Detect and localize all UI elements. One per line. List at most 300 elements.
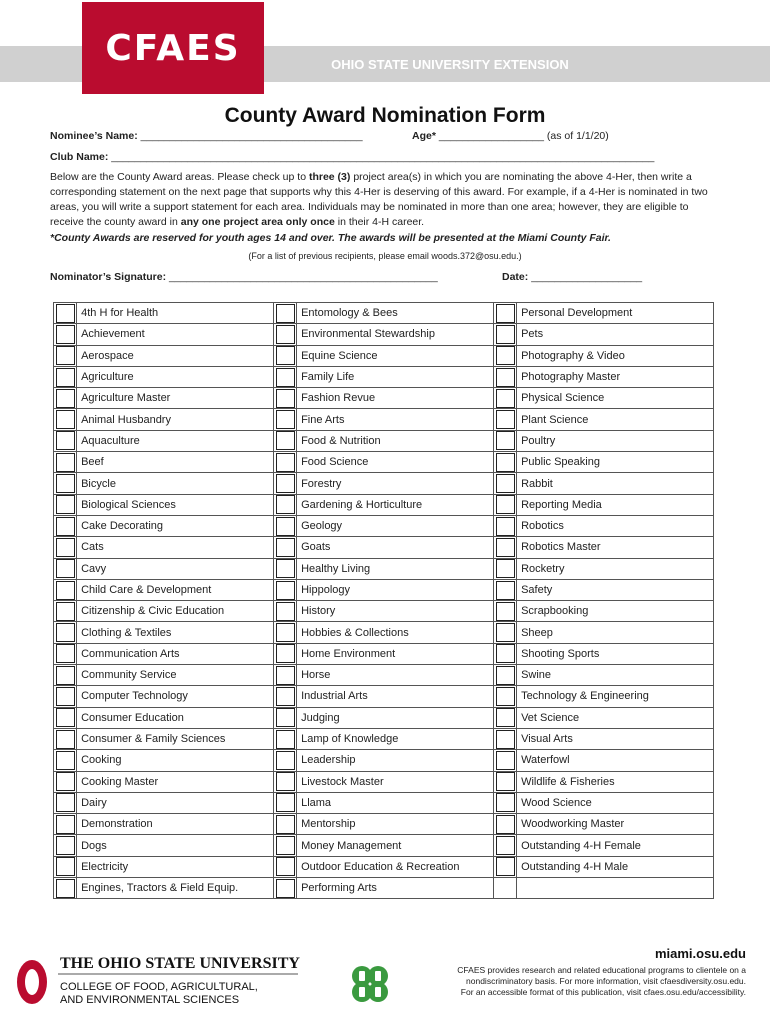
checkbox-cell bbox=[493, 750, 516, 771]
checkbox-cell bbox=[273, 515, 296, 536]
table-row bbox=[54, 409, 714, 430]
checkbox-cell bbox=[273, 856, 296, 877]
award-area-label: Clothing & Textiles bbox=[77, 622, 274, 643]
checkbox-cell bbox=[273, 878, 296, 899]
extension-label: OHIO STATE UNIVERSITY EXTENSION bbox=[331, 57, 569, 72]
award-area-label: Pets bbox=[517, 324, 714, 345]
award-checkbox[interactable] bbox=[496, 581, 515, 600]
award-area-label: Plant Science bbox=[517, 409, 714, 430]
checkbox-cell bbox=[54, 686, 77, 707]
award-area-label: Equine Science bbox=[297, 345, 494, 366]
checkbox-cell bbox=[493, 707, 516, 728]
checkbox-cell bbox=[493, 409, 516, 430]
award-checkbox[interactable] bbox=[276, 857, 295, 876]
award-checkbox[interactable] bbox=[496, 368, 515, 387]
age-field[interactable]: __________________ bbox=[438, 130, 544, 142]
award-area-label: Agriculture bbox=[77, 366, 274, 387]
recipients-note: (For a list of previous recipients, please email woods.372@osu.edu.) bbox=[248, 251, 522, 261]
checkbox-cell bbox=[54, 366, 77, 387]
award-checkbox[interactable] bbox=[56, 708, 75, 727]
checkbox-cell bbox=[273, 303, 296, 324]
award-area-label: Beef bbox=[77, 452, 274, 473]
award-checkbox[interactable] bbox=[496, 857, 515, 876]
checkbox-cell bbox=[493, 814, 516, 835]
checkbox-cell bbox=[273, 452, 296, 473]
nondiscrimination-statement: CFAES provides research and related educational programs to clientele on a nondiscriminatory basis. For more information, visit cfaesdiversity.osu.edu. For an accessible format of this publication, visit cfaes.osu.edu/accessibility. bbox=[457, 965, 746, 997]
checkbox-cell bbox=[493, 558, 516, 579]
checkbox-cell bbox=[54, 558, 77, 579]
award-area-label: Consumer & Family Sciences bbox=[77, 728, 274, 749]
award-area-label: Physical Science bbox=[517, 388, 714, 409]
award-checkbox[interactable] bbox=[56, 410, 75, 429]
footer-right bbox=[420, 946, 746, 998]
club-field[interactable]: _____________________________________________________________________________________________ bbox=[111, 151, 655, 163]
award-checkbox[interactable] bbox=[496, 325, 515, 344]
award-checkbox[interactable] bbox=[276, 623, 295, 642]
nominator-field[interactable]: ______________________________________________ bbox=[169, 271, 438, 283]
checkbox-cell bbox=[273, 579, 296, 600]
award-checkbox[interactable] bbox=[276, 431, 295, 450]
award-checkbox[interactable] bbox=[496, 772, 515, 791]
award-checkbox[interactable] bbox=[496, 730, 515, 749]
award-area-label: Family Life bbox=[297, 366, 494, 387]
award-area-label: Rabbit bbox=[517, 473, 714, 494]
award-checkbox[interactable] bbox=[276, 474, 295, 493]
table-row bbox=[54, 665, 714, 686]
table-row bbox=[54, 345, 714, 366]
checkbox-cell bbox=[54, 792, 77, 813]
award-checkbox[interactable] bbox=[276, 559, 295, 578]
table-row bbox=[54, 430, 714, 451]
award-area-label: Animal Husbandry bbox=[77, 409, 274, 430]
nominator-label: Nominator’s Signature: bbox=[50, 271, 167, 283]
award-area-label: Woodworking Master bbox=[517, 814, 714, 835]
table-row bbox=[54, 388, 714, 409]
award-area-label: Outstanding 4-H Female bbox=[517, 835, 714, 856]
award-area-label: Food & Nutrition bbox=[297, 430, 494, 451]
checkbox-cell bbox=[273, 622, 296, 643]
award-area-label: Livestock Master bbox=[297, 771, 494, 792]
checkbox-cell bbox=[493, 324, 516, 345]
award-checkbox[interactable] bbox=[496, 346, 515, 365]
award-area-label: Money Management bbox=[297, 835, 494, 856]
award-checkbox[interactable] bbox=[276, 581, 295, 600]
award-checkbox[interactable] bbox=[56, 666, 75, 685]
award-area-label: Swine bbox=[517, 665, 714, 686]
table-row bbox=[54, 366, 714, 387]
award-checkbox[interactable] bbox=[496, 644, 515, 663]
award-area-label: Cooking bbox=[77, 750, 274, 771]
award-areas-table bbox=[53, 302, 714, 899]
award-area-label: Agriculture Master bbox=[77, 388, 274, 409]
award-area-label: Cats bbox=[77, 537, 274, 558]
award-area-label: Child Care & Development bbox=[77, 579, 274, 600]
table-row bbox=[54, 537, 714, 558]
award-checkbox[interactable] bbox=[56, 879, 75, 898]
checkbox-cell bbox=[54, 388, 77, 409]
award-checkbox[interactable] bbox=[276, 879, 295, 898]
checkbox-cell bbox=[54, 345, 77, 366]
checkbox-cell bbox=[273, 324, 296, 345]
award-checkbox[interactable] bbox=[496, 453, 515, 472]
award-area-label: Lamp of Knowledge bbox=[297, 728, 494, 749]
award-area-label: Demonstration bbox=[77, 814, 274, 835]
award-checkbox[interactable] bbox=[496, 474, 515, 493]
nominee-line bbox=[50, 130, 363, 142]
award-checkbox[interactable] bbox=[276, 346, 295, 365]
award-area-label: Biological Sciences bbox=[77, 494, 274, 515]
award-checkbox[interactable] bbox=[276, 730, 295, 749]
checkbox-cell bbox=[493, 430, 516, 451]
date-field[interactable]: ___________________ bbox=[531, 271, 643, 283]
checkbox-cell bbox=[273, 665, 296, 686]
award-area-label: Leadership bbox=[297, 750, 494, 771]
award-checkbox[interactable] bbox=[496, 559, 515, 578]
award-checkbox[interactable] bbox=[496, 815, 515, 834]
checkbox-cell bbox=[273, 792, 296, 813]
checkbox-cell bbox=[493, 366, 516, 387]
award-checkbox[interactable] bbox=[276, 538, 295, 557]
award-checkbox[interactable] bbox=[276, 793, 295, 812]
award-area-label: Photography Master bbox=[517, 366, 714, 387]
award-checkbox[interactable] bbox=[496, 389, 515, 408]
award-area-label: Waterfowl bbox=[517, 750, 714, 771]
award-area-label: Aquaculture bbox=[77, 430, 274, 451]
checkbox-cell bbox=[273, 430, 296, 451]
checkbox-cell bbox=[493, 515, 516, 536]
table-row bbox=[54, 686, 714, 707]
award-checkbox[interactable] bbox=[56, 730, 75, 749]
award-checkbox[interactable] bbox=[56, 368, 75, 387]
checkbox-cell bbox=[54, 878, 77, 899]
checkbox-cell bbox=[493, 537, 516, 558]
nominee-field[interactable]: ______________________________________ bbox=[140, 130, 363, 142]
award-checkbox[interactable] bbox=[276, 602, 295, 621]
college-name: COLLEGE OF FOOD, AGRICULTURAL, AND ENVIRONMENTAL SCIENCES bbox=[60, 981, 258, 1006]
table-row bbox=[54, 558, 714, 579]
award-area-label: Gardening & Horticulture bbox=[297, 494, 494, 515]
checkbox-cell bbox=[493, 792, 516, 813]
award-area-label: Computer Technology bbox=[77, 686, 274, 707]
award-checkbox[interactable] bbox=[56, 304, 75, 323]
award-area-label: Hobbies & Collections bbox=[297, 622, 494, 643]
table-row bbox=[54, 452, 714, 473]
award-checkbox[interactable] bbox=[56, 325, 75, 344]
table-row bbox=[54, 494, 714, 515]
award-area-label: Scrapbooking bbox=[517, 601, 714, 622]
award-area-label: Environmental Stewardship bbox=[297, 324, 494, 345]
checkbox-cell bbox=[273, 686, 296, 707]
award-area-label: Performing Arts bbox=[297, 878, 494, 899]
checkbox-cell bbox=[493, 686, 516, 707]
award-checkbox[interactable] bbox=[496, 666, 515, 685]
award-checkbox[interactable] bbox=[496, 431, 515, 450]
award-checkbox[interactable] bbox=[276, 453, 295, 472]
award-area-label: Mentorship bbox=[297, 814, 494, 835]
table-row bbox=[54, 601, 714, 622]
award-checkbox[interactable] bbox=[276, 304, 295, 323]
award-area-label: Robotics Master bbox=[517, 537, 714, 558]
checkbox-cell bbox=[54, 622, 77, 643]
award-area-label: Consumer Education bbox=[77, 707, 274, 728]
award-checkbox[interactable] bbox=[56, 581, 75, 600]
award-checkbox[interactable] bbox=[276, 495, 295, 514]
award-area-label: Food Science bbox=[297, 452, 494, 473]
award-area-label: Personal Development bbox=[517, 303, 714, 324]
checkbox-cell bbox=[54, 665, 77, 686]
award-area-label: Industrial Arts bbox=[297, 686, 494, 707]
award-area-label: Home Environment bbox=[297, 643, 494, 664]
checkbox-cell bbox=[493, 388, 516, 409]
checkbox-cell bbox=[54, 707, 77, 728]
checkbox-cell bbox=[493, 771, 516, 792]
age-requirement-note: *County Awards are reserved for youth ages 14 and over. The awards will be presented at the Miami County Fair. bbox=[50, 232, 611, 244]
award-area-label: Communication Arts bbox=[77, 643, 274, 664]
award-area-label: Vet Science bbox=[517, 707, 714, 728]
checkbox-cell bbox=[273, 473, 296, 494]
award-area-label: Poultry bbox=[517, 430, 714, 451]
checkbox-cell bbox=[273, 345, 296, 366]
4h-clover-icon bbox=[346, 960, 394, 1008]
checkbox-cell bbox=[54, 835, 77, 856]
award-area-label: Outstanding 4-H Male bbox=[517, 856, 714, 877]
award-checkbox[interactable] bbox=[56, 836, 75, 855]
award-checkbox[interactable] bbox=[56, 495, 75, 514]
award-checkbox[interactable] bbox=[56, 453, 75, 472]
award-checkbox[interactable] bbox=[276, 644, 295, 663]
award-checkbox[interactable] bbox=[496, 793, 515, 812]
checkbox-cell bbox=[493, 579, 516, 600]
award-area-label: Rocketry bbox=[517, 558, 714, 579]
table-row bbox=[54, 473, 714, 494]
award-checkbox[interactable] bbox=[276, 368, 295, 387]
award-area-label: Engines, Tractors & Field Equip. bbox=[77, 878, 274, 899]
award-area-label: Shooting Sports bbox=[517, 643, 714, 664]
award-area-label: Judging bbox=[297, 707, 494, 728]
award-checkbox[interactable] bbox=[56, 793, 75, 812]
age-note: (as of 1/1/20) bbox=[546, 130, 609, 142]
award-checkbox[interactable] bbox=[276, 687, 295, 706]
table-row bbox=[54, 835, 714, 856]
checkbox-cell bbox=[493, 835, 516, 856]
checkbox-cell bbox=[493, 494, 516, 515]
award-area-label bbox=[517, 878, 714, 899]
award-area-label: Goats bbox=[297, 537, 494, 558]
checkbox-cell bbox=[273, 601, 296, 622]
date-line bbox=[502, 271, 642, 283]
checkbox-cell bbox=[493, 601, 516, 622]
award-area-label: Dairy bbox=[77, 792, 274, 813]
award-area-label: Fine Arts bbox=[297, 409, 494, 430]
award-checkbox[interactable] bbox=[56, 623, 75, 642]
award-checkbox[interactable] bbox=[496, 623, 515, 642]
table-row bbox=[54, 622, 714, 643]
award-checkbox[interactable] bbox=[56, 559, 75, 578]
checkbox-cell bbox=[54, 537, 77, 558]
table-row bbox=[54, 814, 714, 835]
award-area-label: Cavy bbox=[77, 558, 274, 579]
award-area-label: Cake Decorating bbox=[77, 515, 274, 536]
checkbox-cell bbox=[493, 665, 516, 686]
award-area-label: Entomology & Bees bbox=[297, 303, 494, 324]
checkbox-cell bbox=[273, 835, 296, 856]
award-checkbox[interactable] bbox=[496, 517, 515, 536]
nominator-line bbox=[50, 271, 438, 283]
award-area-label: Safety bbox=[517, 579, 714, 600]
award-checkbox[interactable] bbox=[56, 538, 75, 557]
award-area-label: 4th H for Health bbox=[77, 303, 274, 324]
table-row bbox=[54, 707, 714, 728]
award-checkbox[interactable] bbox=[56, 474, 75, 493]
checkbox-cell bbox=[273, 771, 296, 792]
award-area-label: Wood Science bbox=[517, 792, 714, 813]
award-area-label: Reporting Media bbox=[517, 494, 714, 515]
award-checkbox[interactable] bbox=[56, 857, 75, 876]
checkbox-cell bbox=[54, 814, 77, 835]
table-row bbox=[54, 303, 714, 324]
award-checkbox[interactable] bbox=[496, 751, 515, 770]
checkbox-cell bbox=[493, 643, 516, 664]
table-row bbox=[54, 579, 714, 600]
award-checkbox[interactable] bbox=[276, 389, 295, 408]
award-checkbox[interactable] bbox=[56, 517, 75, 536]
checkbox-cell bbox=[273, 707, 296, 728]
award-checkbox[interactable] bbox=[56, 772, 75, 791]
age-label: Age* bbox=[412, 130, 436, 142]
cfaes-logo: CFAES bbox=[82, 2, 264, 94]
table-row bbox=[54, 792, 714, 813]
award-checkbox[interactable] bbox=[496, 538, 515, 557]
award-area-label: Healthy Living bbox=[297, 558, 494, 579]
award-checkbox[interactable] bbox=[276, 666, 295, 685]
checkbox-cell bbox=[54, 452, 77, 473]
checkbox-cell bbox=[273, 814, 296, 835]
award-area-label: Fashion Revue bbox=[297, 388, 494, 409]
table-row bbox=[54, 324, 714, 345]
award-area-label: Community Service bbox=[77, 665, 274, 686]
checkbox-cell bbox=[493, 856, 516, 877]
award-area-label: History bbox=[297, 601, 494, 622]
award-checkbox[interactable] bbox=[496, 495, 515, 514]
checkbox-cell bbox=[273, 643, 296, 664]
checkbox-cell bbox=[54, 473, 77, 494]
intro-paragraph: Below are the County Award areas. Please check up to three (3) project area(s) in which you are nominating the above 4-Her, then write a corresponding statement on the next page that supports why this 4-Her is deserving of this award. For example, if a 4-Her is nominated in two areas, you will write a support statement for each area. Individuals may be nominated in more than one area; however, they are eligible to receive the county award in any one project area only once in their 4-H career. bbox=[50, 171, 708, 228]
date-label: Date: bbox=[502, 271, 529, 283]
checkbox-cell bbox=[54, 643, 77, 664]
age-line bbox=[412, 130, 609, 142]
checkbox-cell bbox=[54, 515, 77, 536]
table-row bbox=[54, 728, 714, 749]
checkbox-cell bbox=[54, 324, 77, 345]
table-row bbox=[54, 878, 714, 899]
award-area-label: Bicycle bbox=[77, 473, 274, 494]
table-row bbox=[54, 643, 714, 664]
award-checkbox[interactable] bbox=[56, 346, 75, 365]
checkbox-cell bbox=[273, 388, 296, 409]
award-checkbox[interactable] bbox=[56, 751, 75, 770]
award-area-label: Hippology bbox=[297, 579, 494, 600]
checkbox-cell bbox=[54, 494, 77, 515]
osu-name: THE OHIO STATE UNIVERSITY bbox=[60, 955, 300, 972]
award-area-label: Llama bbox=[297, 792, 494, 813]
award-checkbox[interactable] bbox=[496, 687, 515, 706]
award-area-label: Technology & Engineering bbox=[517, 686, 714, 707]
award-area-label: Cooking Master bbox=[77, 771, 274, 792]
checkbox-cell bbox=[54, 856, 77, 877]
checkbox-cell bbox=[493, 473, 516, 494]
checkbox-cell bbox=[493, 345, 516, 366]
award-area-label: Geology bbox=[297, 515, 494, 536]
award-area-label: Outdoor Education & Recreation bbox=[297, 856, 494, 877]
award-area-label: Electricity bbox=[77, 856, 274, 877]
award-checkbox[interactable] bbox=[276, 815, 295, 834]
table-row bbox=[54, 750, 714, 771]
checkbox-cell bbox=[273, 728, 296, 749]
checkbox-cell bbox=[493, 622, 516, 643]
table-row bbox=[54, 515, 714, 536]
award-area-label: Visual Arts bbox=[517, 728, 714, 749]
checkbox-cell bbox=[493, 728, 516, 749]
award-checkbox[interactable] bbox=[496, 410, 515, 429]
award-area-label: Achievement bbox=[77, 324, 274, 345]
checkbox-cell bbox=[54, 409, 77, 430]
checkbox-cell bbox=[54, 430, 77, 451]
award-checkbox[interactable] bbox=[276, 410, 295, 429]
award-checkbox[interactable] bbox=[496, 304, 515, 323]
award-area-label: Photography & Video bbox=[517, 345, 714, 366]
award-checkbox[interactable] bbox=[56, 431, 75, 450]
award-area-label: Horse bbox=[297, 665, 494, 686]
award-area-label: Sheep bbox=[517, 622, 714, 643]
award-checkbox[interactable] bbox=[496, 602, 515, 621]
award-checkbox[interactable] bbox=[56, 815, 75, 834]
checkbox-cell bbox=[54, 750, 77, 771]
award-checkbox[interactable] bbox=[276, 751, 295, 770]
award-checkbox[interactable] bbox=[496, 708, 515, 727]
checkbox-cell bbox=[493, 452, 516, 473]
county-url[interactable]: miami.osu.edu bbox=[654, 946, 746, 961]
award-area-label: Aerospace bbox=[77, 345, 274, 366]
award-area-label: Citizenship & Civic Education bbox=[77, 601, 274, 622]
award-checkbox[interactable] bbox=[276, 708, 295, 727]
award-area-label: Robotics bbox=[517, 515, 714, 536]
award-checkbox[interactable] bbox=[56, 389, 75, 408]
award-checkbox[interactable] bbox=[276, 836, 295, 855]
award-area-label: Forestry bbox=[297, 473, 494, 494]
nominee-label: Nominee’s Name: bbox=[50, 130, 138, 142]
club-label: Club Name: bbox=[50, 151, 109, 163]
award-checkbox[interactable] bbox=[276, 772, 295, 791]
award-checkbox[interactable] bbox=[56, 602, 75, 621]
award-checkbox[interactable] bbox=[56, 644, 75, 663]
page-title: County Award Nomination Form bbox=[224, 104, 546, 127]
checkbox-cell bbox=[273, 558, 296, 579]
checkbox-cell bbox=[273, 366, 296, 387]
checkbox-cell bbox=[54, 771, 77, 792]
award-checkbox[interactable] bbox=[56, 687, 75, 706]
table-row bbox=[54, 856, 714, 877]
checkbox-cell bbox=[54, 601, 77, 622]
award-checkbox[interactable] bbox=[276, 325, 295, 344]
checkbox-cell bbox=[273, 494, 296, 515]
checkbox-cell bbox=[273, 750, 296, 771]
checkbox-cell bbox=[493, 878, 516, 899]
award-area-label: Public Speaking bbox=[517, 452, 714, 473]
checkbox-cell bbox=[273, 409, 296, 430]
award-checkbox[interactable] bbox=[276, 517, 295, 536]
award-checkbox[interactable] bbox=[496, 836, 515, 855]
award-area-label: Wildlife & Fisheries bbox=[517, 771, 714, 792]
